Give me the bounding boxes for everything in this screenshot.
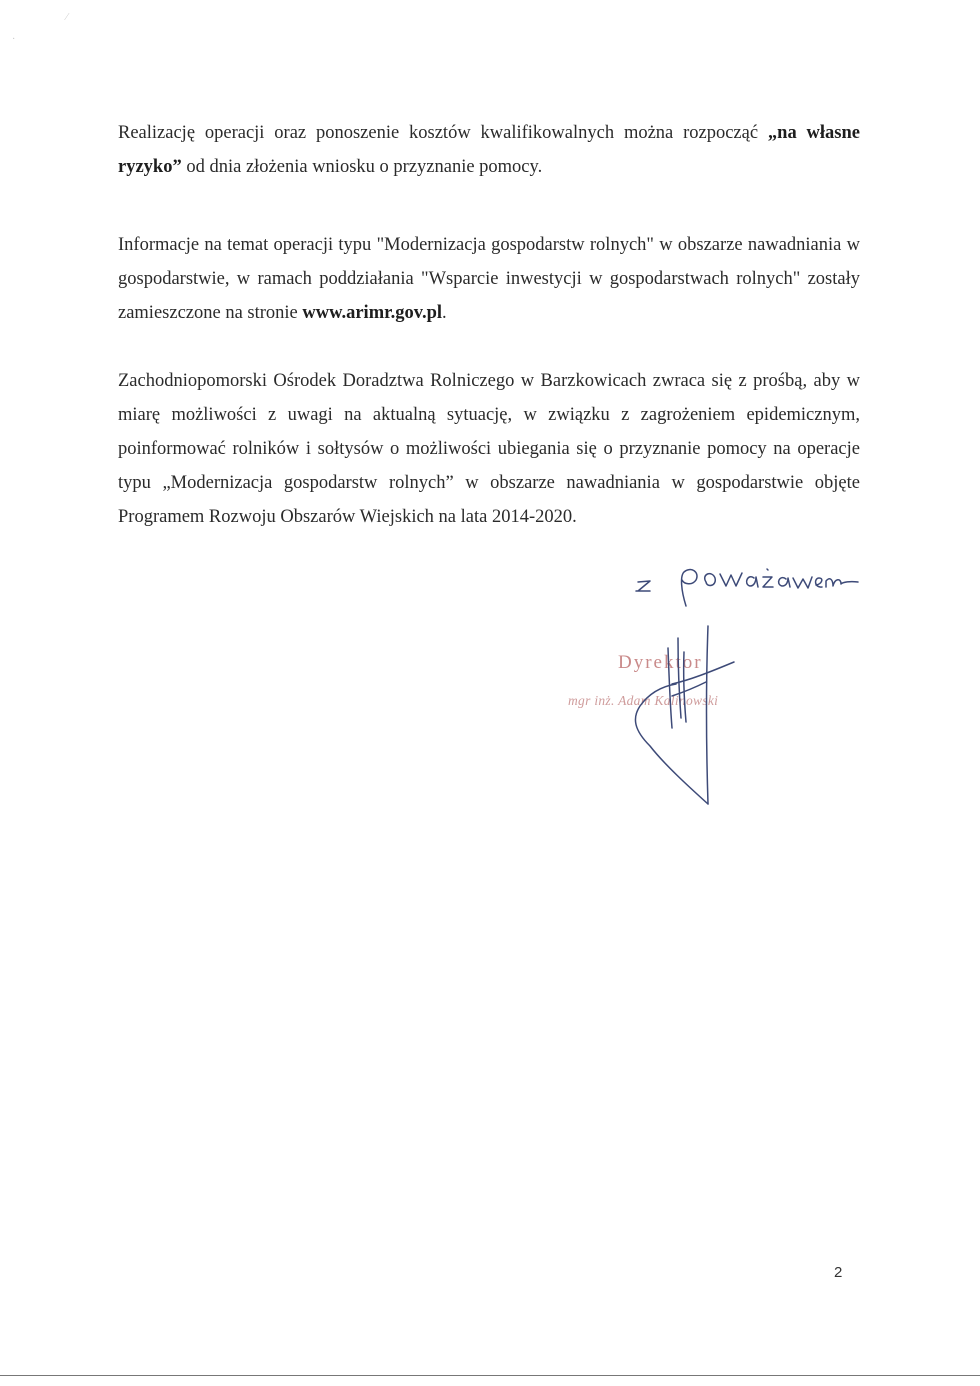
closing-stroke bbox=[816, 578, 822, 587]
paragraph-text: Informacje na temat operacji typu "Modernizacja gospodarstw rolnych" w obszarze nawadniania w gospodarstwie, w ramach poddziałania "Wsparcie inwestycji w gospodarstwach rolnych" zostały zamieszczone na stronie bbox=[118, 235, 860, 323]
scan-speck: · bbox=[12, 34, 16, 45]
scan-speck: ⁄ bbox=[66, 12, 68, 23]
website-address: www.arimr.gov.pl bbox=[302, 303, 443, 323]
closing-stroke bbox=[767, 569, 768, 570]
closing-stroke bbox=[705, 574, 716, 586]
paragraph-text: Realizację operacji oraz ponoszenie kosztów kwalifikowalnych można rozpocząć bbox=[118, 123, 768, 143]
signature-stroke bbox=[635, 684, 708, 804]
closing-stroke bbox=[763, 577, 773, 587]
closing-stroke bbox=[636, 581, 650, 591]
closing-stroke bbox=[793, 577, 812, 588]
paragraph-text: od dnia złożenia wniosku o przyznanie pomocy. bbox=[181, 157, 543, 177]
closing-stroke bbox=[779, 578, 790, 587]
closing-stroke bbox=[682, 570, 697, 606]
stamp-title: Dyrektor bbox=[618, 652, 703, 673]
paragraph-request: Zachodniopomorski Ośrodek Doradztwa Rolniczego w Barzkowicach zwraca się z prośbą, aby w miarę możliwości z uwagi na aktualną sytuację, w związku z zagrożeniem epidemicznym, poinformować rolników i sołtysów o możliwości ubiegania się o przyznanie pomocy na operacje typu „Modernizacja gospodarstw rolnych” w obszarze nawadniania w gospodarstwie objęte Programem Rozwoju Obszarów Wiejskich na lata 2014-2020. bbox=[118, 371, 860, 527]
signature-stroke bbox=[668, 648, 672, 728]
stamp-name: mgr inż. Adam Kalinowski bbox=[568, 693, 719, 708]
handwritten-signature bbox=[560, 560, 880, 820]
page-number: 2 bbox=[834, 1264, 843, 1281]
signature-stroke bbox=[678, 638, 681, 718]
paragraph-information bbox=[118, 228, 860, 330]
closing-stroke bbox=[826, 579, 858, 587]
signature-stroke bbox=[707, 626, 709, 804]
signature-stroke bbox=[684, 652, 686, 722]
bold-phrase-own-risk: „na własne ryzyko” bbox=[118, 123, 860, 177]
signature-stroke bbox=[672, 662, 734, 684]
closing-stroke bbox=[747, 577, 758, 587]
signature-block bbox=[560, 560, 880, 820]
signature-stroke bbox=[672, 682, 706, 696]
bottom-rule bbox=[0, 1375, 980, 1376]
paragraph-risk-start bbox=[118, 116, 860, 184]
closing-stroke bbox=[720, 573, 742, 586]
paragraph-text: . bbox=[442, 303, 447, 323]
